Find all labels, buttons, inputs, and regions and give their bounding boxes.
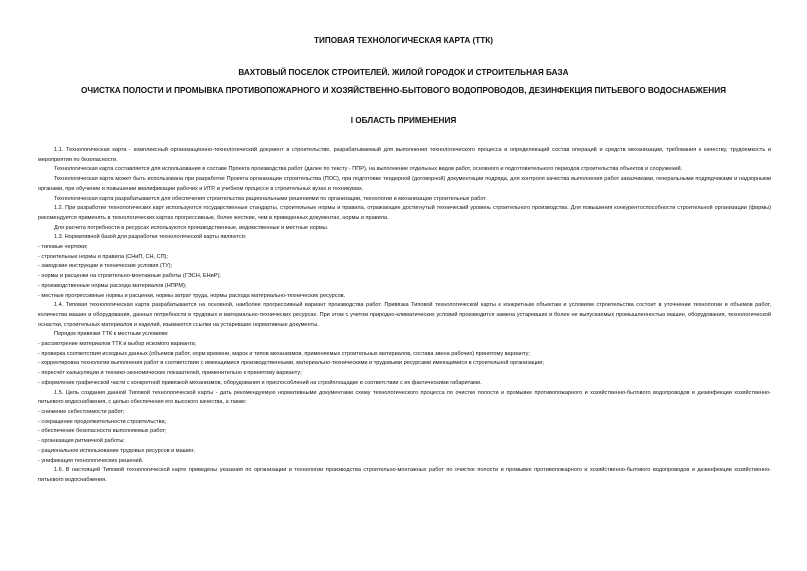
list-item: - производственные нормы расхода материалов (НПРМ); [38, 282, 187, 289]
paragraph-1-1: 1.1. Технологическая карта - комплексный организационно-технологический документ в строительстве, разрабатываемый для выполнения технологического процесса и определяющий состав операций и средств механизации, требования к качеству, трудоемкость и мероприятия по безопасности. [38, 147, 771, 163]
subject-title: ВАХТОВЫЙ ПОСЕЛОК СТРОИТЕЛЕЙ. ЖИЛОЙ ГОРОДОК И СТРОИТЕЛЬНАЯ БАЗА [238, 68, 569, 77]
paragraph-1-4b: Порядок привязки ТТК к местным условиям: [54, 331, 169, 338]
paragraph-1-1b: Технологическая карта составляется для использования в составе Проекта производства работ (далее по тексту - ППР), на выполнение отдельных видов работ, основного и подготовительного периодов строительства объектов и сооружений. [54, 166, 683, 173]
list-item: - строительные нормы и правила (СНиП, СН, СП); [38, 253, 168, 260]
paragraph-1-2b: Для расчета потребности в ресурсах используются производственные, ведомственные и местные нормы. [54, 224, 329, 231]
binding-procedure-list [38, 340, 771, 389]
work-title: ОЧИСТКА ПОЛОСТИ И ПРОМЫВКА ПРОТИВОПОЖАРНОГО И ХОЗЯЙСТВЕННО-БЫТОВОГО ВОДОПРОВОДОВ, ДЕЗИНФЕКЦИЯ ПИТЬЕВОГО ВОДОСНАБЖЕНИЯ [81, 86, 726, 95]
paragraph-1-5: 1.5. Цель создания данной Типовой технологической карты - дать рекомендуемую нормативными документами схему технологического процесса по очистке полости и промывке противопожарного и хозяйственно-бытового водопроводов и дезинфекции хозяйственно-питьевого водоснабжения, с целью обеспечения его высокого качества, а также: [38, 389, 771, 406]
list-item: - организация ритмичной работы; [38, 438, 125, 445]
list-item: - корректировка технологии выполнения работ в соответствии с имеющимися производственными, материально-техническими и трудовыми ресурсами имеющимися в строительной организации; [38, 360, 544, 367]
list-item: - проверка соответствия исходных данных (объемов работ, норм времени, марок и типов механизмов, применяемых строительных материалов, состава звена рабочих) принятому варианту; [38, 350, 530, 357]
paragraph-1-3: 1.3. Нормативной базой для разработки технологической карты являются: [54, 234, 247, 241]
list-item: - сокращение продолжительности строительства; [38, 418, 167, 425]
list-item: - местные прогрессивные нормы и расценки, нормы затрат труда, нормы расхода материально-технических ресурсов. [38, 292, 346, 299]
list-item: - снижение себестоимости работ; [38, 408, 125, 415]
list-item: - пересчёт калькуляции и технико-экономических показателей, применительно к принятому варианту; [38, 370, 302, 377]
paragraph-1-4: 1.4. Типовая технологическая карта разрабатывается на основной, наиболее прогрессивный вариант производства работ. Привязка Типовой технологической карты к конкретным объектам и условиям строительства состоит в уточнении технологии и объемов работ, количества машин и оборудования, данных потребности в трудовых и материально-технических ресурсах. При этом с учетом природно-климатических условий производится замена устаревших и более не выпускаемых промышленностью машин, оборудования, технологической оснастки, строительных материалов и изделий, изымаются ссылки на устаревшие нормативные документы. [38, 302, 771, 328]
section-title: I ОБЛАСТЬ ПРИМЕНЕНИЯ [350, 116, 457, 125]
paragraph-1-1d: Технологическая карта разрабатывается для обеспечения строительства рациональными решениями по организации, технологии и механизации строительных работ. [54, 195, 487, 202]
paragraph-1-1c: Технологическая карта может быть использована при разработке Проекта организации строительства (ПОС), при подготовке тендерной (договорной) документации подряда, для контроля качества выполнения работ заказчиками, генеральными подрядчиками и надзорными органами, при обучении и повышении квалификации рабочих и ИТР, в учебном процессе в строительных вузах и техникумах. [38, 176, 771, 192]
list-item: - рациональное использование трудовых ресурсов и машин; [38, 447, 195, 454]
list-item: - обеспечение безопасности выполняемых работ; [38, 428, 167, 435]
list-item: - унификация технологических решений. [38, 457, 144, 464]
goals-list [38, 408, 771, 466]
list-item: - типовые чертежи; [38, 244, 88, 251]
list-item: - рассмотрение материалов ТТК и выбор искомого варианта; [38, 341, 197, 348]
document-title: ТИПОВАЯ ТЕХНОЛОГИЧЕСКАЯ КАРТА (ТТК) [314, 36, 493, 45]
list-item: - нормы и расценки на строительно-монтажные работы (ГЭСН, ЕНиР); [38, 273, 221, 280]
list-item: - заводские инструкции и технические условия (ТУ); [38, 263, 173, 270]
paragraph-1-2: 1.2. При разработке технологических карт используются государственные стандарты, строительные нормы и правила, отражающие достигнутый технический уровень строительного производства. Для повышения конкурентоспособности строительной организации (фирмы) рекомендуется применять в технологических картах прогрессивные, более жесткие, чем в приведенных документах, нормы и правила. [38, 205, 771, 221]
normative-base-list [38, 243, 771, 301]
paragraph-1-6: 1.6. В настоящей Типовой технологической карте приведены указания по организации и технологии производства строительно-монтажных работ по очистке полости и промывке противопожарного и хозяйственно-бытового водопроводов и дезинфекции хозяйственно-питьевого водоснабжения. [38, 467, 771, 483]
document-body [38, 146, 771, 486]
list-item: - оформление графической части с конкретной привязкой механизмов, оборудования и приспособлений на стройплощадке в соответствии с их фактическими габаритами. [38, 379, 482, 386]
